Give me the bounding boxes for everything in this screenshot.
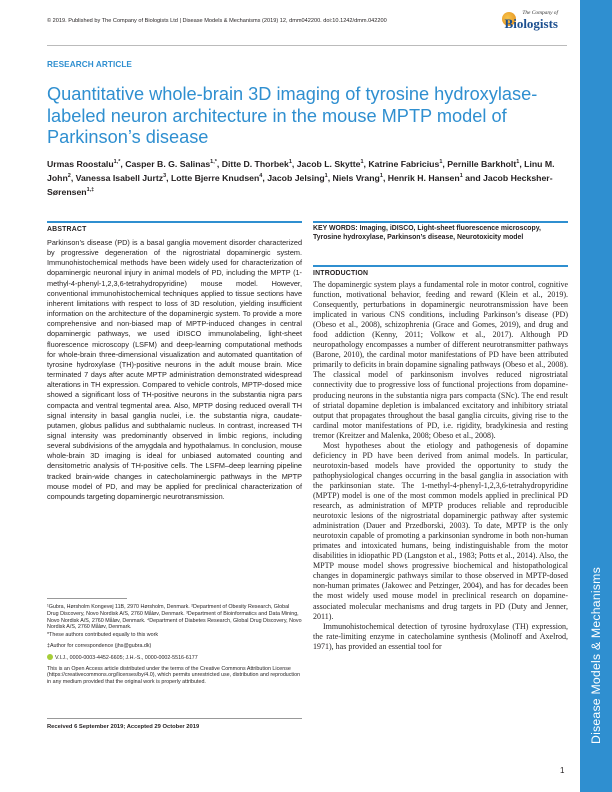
introduction-header [313,265,568,277]
author-affiliation-mark: 1 [516,159,520,165]
author-name: Casper B. G. Salinas [125,158,211,169]
article-type: RESEARCH ARTICLE [47,60,132,69]
author-name: Pernille Barkholt [447,158,517,169]
header-divider [47,45,567,46]
abstract-heading: ABSTRACT [47,226,87,233]
author-affiliation-mark: 1 [288,159,292,165]
footnote-divider [47,598,127,599]
author-name: Linu M. John [47,158,555,183]
citation-header: © 2019. Published by The Company of Biologists Ltd | Disease Models & Mechanisms (2019) 12, dmm042200. doi:10.1242/dmm.042200 [47,18,387,24]
intro-paragraph-3: Immunohistochemical detection of tyrosine hydroxylase (TH) expression, the rate-limiting enzyme in catecholamine synthesis (Molinoff and Axelrod, 1971), has provided an essential tool for [313,621,568,651]
logo-line-1: The Company of [522,10,558,16]
author-name: Jacob L. Skytte [296,158,361,169]
introduction-heading: INTRODUCTION [313,270,369,277]
author-affiliation-mark: 2 [67,173,71,180]
article-title: Quantitative whole-brain 3D imaging of tyrosine hydroxylase-labeled neuron architecture in the mouse MPTP model of Parkinson’s disease [47,84,538,148]
orcid-ids: V.I.J., 0000-0003-4452-6605; J.H.-S., 0000-0002-5516-6177 [55,654,198,661]
author-name: Jacob Jelsing [267,172,325,183]
footnotes [47,604,302,689]
author-name: Jacob Hecksher-Sørensen [47,172,553,198]
correspondence-note: ‡Author for correspondence (jhs@gubra.dk) [47,642,152,649]
author-affiliation-mark: 1 [360,159,364,165]
abstract-rule [47,221,302,223]
logo-line-2: Biologists [504,16,558,31]
page-number: 1 [560,766,565,775]
intro-paragraph-2: Most hypotheses about the etiology and pathogenesis of dopamine deficiency in PD have been derived from animal models. In particular, neurotoxin-based models have provided the opportunity to study the pathophysiological changes occurring in the basal ganglia in association with the parkinsonian state. The 1-methyl-4-phenyl-1,2,3,6-tetrahydropyridine (MPTP) model is one of the most common models applied in preclinical PD research, as administration of MPTP produces reliable and reproducible neurotoxic lesions of the nigrostriatal dopaminergic pathway after systemic administration (Dauer and Przedborski, 2003). To date, MPTP is the only neurotoxin capable of promoting a parkinsonian syndrome in both non-human primates and intoxicated humans, being indistinguishable from the motor disabilities in idiopathic PD (Langston et al., 1983; Potts et al., 2014). Also, the MPTP mouse model shows progressive biochemical and histopathological changes in dopaminergic pathways similar to those observed in MPTP-dosed non-human primates (Jakowec and Petzinger, 2004), and has for decades been the most widely used mouse model in preclinical research on dopamine-associated molecular mechanisms and drug targets in PD (Duty and Jenner, 2011). [313,440,568,621]
intro-paragraph-1: The dopaminergic system plays a fundamental role in motor control, cognitive function, motivational behavior, feeding and reward (Klein et al., 2019). Consequently, perturbations in dopaminergic neurotransmission have been implicated in various CNS conditions, including Parkinson’s disease (PD) (Obeso et al., 2008), schizophrenia (Grace and Gomes, 2019), and drug and food addiction (Kenny, 2011; Volkow et al., 2017). Although PD neuropathology encompasses a number of different neurotransmitter pathways (Barone, 2010), the cardinal motor manifestations of PD have been attributed primarily to deficits in brain dopamine signaling pathways (Obeso et al., 2008). The classical model of parkinsonism involves reduced nigrostriatal connectivity due to progressive loss of functional projections from dopamine-producing neurons in the substantia nigra pars compacta (SNc). The end result of striatal dopamine depletion is imbalanced excitatory and inhibitory striatal output that propagates throughout the basal ganglia circuits, giving rise to the cardinal motor manifestations of PD, i.e. rigidity, bradykinesia and resting tremor (Kreitzer and Malenka, 2008; Obeso et al., 2008). [313,280,568,440]
introduction-body [313,280,568,652]
author-name: Vanessa Isabell Jurtz [75,172,164,183]
journal-sidebar-label: Disease Models & Mechanisms [589,567,603,745]
orcid-line [47,654,302,662]
author-affiliation-mark: 4 [259,173,263,180]
author-list: Urmas Roostalu$^{1,*}$, Casper B. G. Salinas$^{1,*}$, Ditte D. Thorbek$^1$, Jacob L. Skytte$^1$, Katrine Fabricius$^1$, Pernille Barkholt$^1$, Linu M. John$^2$, Vanessa Isabell Jurtz$^3$, Lotte Bjerre Knudsen$^4$, Jacob Jelsing$^1$, Niels Vrang$^1$, Henrik H. Hansen$^1$ and Jacob Hecksher-Sørensen$^{1,\ddagger}$ [47,158,555,198]
keywords-rule [313,221,568,223]
author-affiliation-mark: 1 [459,173,463,180]
author-name: Lotte Bjerre Knudsen [170,172,260,183]
received-dates: Received 6 September 2019; Accepted 29 October 2019 [47,718,302,730]
abstract-text: Parkinson’s disease (PD) is a basal ganglia movement disorder characterized by progressive degeneration of the nigrostriatal dopaminergic system. Immunohistochemical methods have been widely used for characterization of dopaminergic neuronal injury in animal models of PD, including the MPTP (1-methyl-4-phenyl-1,2,3,6-tetrahydropyridine) mouse model. However, conventional immunohistochemical techniques applied to tissue sections have inherent limitations with respect to loss of 3D resolution, yielding insufficient information on the architecture of the dopaminergic system. To provide a more comprehensive and non-biased map of MPTP-induced changes in central dopaminergic pathways, we used iDISCO immunolabeling, light-sheet fluorescence microscopy (LSFM) and deep-learning computational methods for whole-brain three-dimensional visualization and automated quantitation of tyrosine hydroxylase (TH)-positive neurons in the adult mouse brain. Mice terminated 7 days after acute MPTP administration demonstrated widespread alterations in TH expression. Compared to vehicle controls, MPTP-dosed mice showed a significant loss of TH-positive neurons in the substantia nigra pars compacta and ventral tegmental area. Also, MPTP dosing reduced overall TH signal intensity in basal ganglia nuclei, i.e. the substantia nigra, caudate-putamen, globus pallidus and subthalamic nucleus. In contrast, increased TH signal intensity was predominantly observed in limbic regions, including several subdivisions of the amygdala and hypothalamus. In conclusion, mouse whole-brain 3D imaging is ideal for unbiased automated counting and densitometric analysis of TH-positive cells. The LSFM–deep learning pipeline tracked brain-wide changes in catecholaminergic pathways in the MPTP mouse model of PD, and may be applied for preclinical characterization of compounds targeting dopaminergic neurotransmission. [47,238,302,501]
author-name: Niels Vrang [332,172,380,183]
author-affiliation-mark: 1,* [210,159,217,165]
author-affiliation-mark: 1 [439,159,443,165]
keywords: KEY WORDS: Imaging, iDISCO, Light-sheet fluorescence microscopy, Tyrosine hydroxylase, Parkinson’s disease, Neurotoxicity model [313,225,541,241]
publisher-logo [504,10,558,40]
abstract-body [47,238,302,502]
author-affiliation-mark: 1,* [113,159,121,165]
author-affiliation-mark: 1 [379,173,383,180]
equal-contribution-note: *These authors contributed equally to this work [47,632,159,639]
author-affiliation-mark: 1,‡ [86,187,95,194]
license-note: This is an Open Access article distributed under the terms of the Creative Commons Attribution License (https://creativecommons.org/licenses/by/4.0), which permits unrestricted use, distribution and reproduction in any medium provided that the original work is properly attributed. [47,665,301,686]
orcid-icon [47,654,53,660]
introduction-rule [313,265,568,267]
author-affiliation-mark: 1 [324,173,328,180]
author-name: Henrik H. Hansen [387,172,460,183]
author-name: Urmas Roostalu [47,158,114,169]
affiliations: ¹Gubra, Hørsholm Kongevej 11B, 2970 Hørsholm, Denmark. ²Department of Obesity Research, Global Drug Discovery, Novo Nordisk A/S, 2760 Måløv, Denmark. ³Department of Bioinformatics and Data Mining, Novo Nordisk A/S, 2760 Måløv, Denmark. ⁴Department of Diabetes Research, Global Drug Discovery, Novo Nordisk A/S, 2760 Måløv, Denmark. [47,604,302,631]
author-name: Katrine Fabricius [368,158,440,169]
author-affiliation-mark: 3 [163,173,167,180]
author-name: Ditte D. Thorbek [221,158,289,169]
